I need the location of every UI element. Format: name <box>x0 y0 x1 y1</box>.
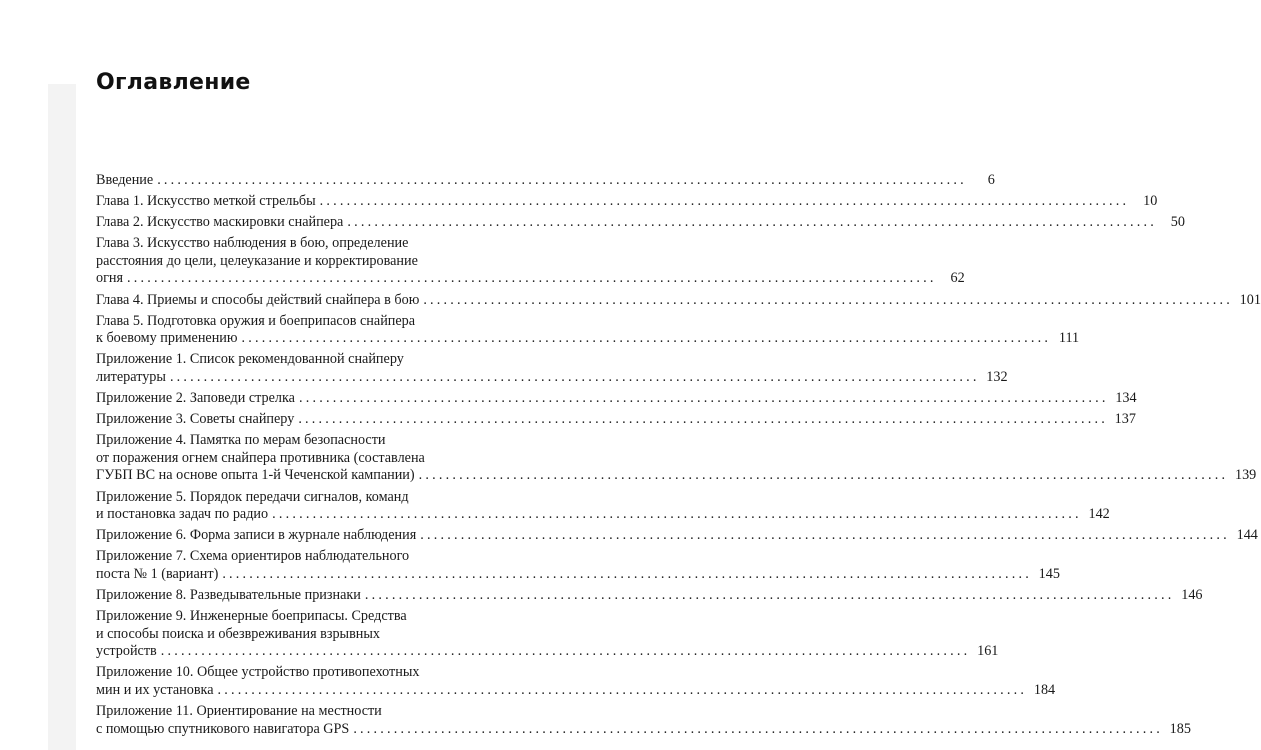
toc-entry[interactable] <box>96 548 1060 583</box>
toc-page-number: 139 <box>1234 467 1257 484</box>
toc-entry-row <box>96 720 1191 739</box>
toc-entry[interactable] <box>96 193 1158 211</box>
toc-entry-text: огня <box>96 270 124 287</box>
toc-entry[interactable] <box>96 312 1080 348</box>
toc-entry-text: Приложение 1. Список рекомендованной снайперу <box>96 351 404 368</box>
table-of-contents <box>96 172 1261 742</box>
toc-page-number: 185 <box>1169 720 1191 737</box>
toc-entry[interactable] <box>96 664 1056 699</box>
page-title: Оглавление <box>96 70 251 95</box>
dot-leader: ........................................................................................................................ <box>418 467 1229 484</box>
toc-page-number: 6 <box>987 172 995 188</box>
dot-leader: ........................................................................................................................ <box>319 193 1130 210</box>
dot-leader: ........................................................................................................................ <box>217 681 1028 698</box>
toc-entry-row <box>96 586 1203 605</box>
toc-entry[interactable] <box>96 586 1203 605</box>
toc-entry-text: литературы <box>96 368 166 385</box>
dot-leader: ........................................................................................................................ <box>157 172 967 188</box>
toc-page-number: 146 <box>1181 586 1203 603</box>
toc-entry-row <box>96 643 999 661</box>
toc-entry[interactable] <box>96 703 1191 738</box>
toc-entry-row <box>96 193 1158 211</box>
toc-entry-text: с помощью спутникового навигатора GPS <box>96 720 350 737</box>
dot-leader: ........................................................................................................................ <box>423 291 1233 308</box>
toc-entry-text: и способы поиска и обезвреживания взрывных <box>96 625 380 642</box>
page-edge-shadow <box>48 84 76 750</box>
toc-entry-text: ГУБП ВС на основе опыта 1-й Чеченской кампании) <box>96 467 415 484</box>
toc-entry-text: Приложение 5. Порядок передачи сигналов, команд <box>96 488 409 505</box>
toc-entry-text: Приложение 11. Ориентирование на местности <box>96 703 382 720</box>
dot-leader: ........................................................................................................................ <box>347 214 1157 231</box>
toc-entry[interactable] <box>96 488 1110 524</box>
toc-entry[interactable] <box>96 527 1258 545</box>
dot-leader: ........................................................................................................................ <box>241 330 1052 347</box>
toc-entry-text: Приложение 4. Памятка по мерам безопасности <box>96 432 386 449</box>
toc-entry-row <box>96 565 1060 584</box>
toc-page-number: 145 <box>1038 565 1060 582</box>
dot-leader: ........................................................................................................................ <box>364 586 1175 603</box>
toc-entry-row <box>96 527 1258 545</box>
toc-entry-text: Приложение 10. Общее устройство противопехотных <box>96 664 420 681</box>
toc-entry[interactable] <box>96 172 995 190</box>
toc-entry-text: Приложение 6. Форма записи в журнале наблюдения <box>96 527 417 544</box>
toc-entry-text: от поражения огнем снайпера противника (составлена <box>96 449 425 466</box>
toc-entry[interactable] <box>96 411 1136 429</box>
toc-entry[interactable] <box>96 291 1261 310</box>
toc-entry-row <box>96 330 1080 348</box>
dot-leader: ........................................................................................................................ <box>272 506 1082 523</box>
toc-entry-row <box>96 368 1008 387</box>
toc-entry-text: Глава 3. Искусство наблюдения в бою, определение <box>96 235 409 252</box>
toc-entry-text: Приложение 7. Схема ориентиров наблюдательного <box>96 548 410 565</box>
toc-entry-row <box>96 270 965 288</box>
toc-entry-text: Приложение 8. Разведывательные признаки <box>96 586 361 603</box>
toc-page-number: 161 <box>977 643 999 660</box>
toc-entry-text: Приложение 9. Инженерные боеприпасы. Средства <box>96 608 407 625</box>
toc-entry-text: Глава 4. Приемы и способы действий снайпера в бою <box>96 291 420 308</box>
toc-entry-text: и постановка задач по радио <box>96 506 269 523</box>
toc-entry-text: поста № 1 (вариант) <box>96 565 219 582</box>
toc-entry-text: Глава 2. Искусство маскировки снайпера <box>96 214 344 231</box>
toc-page-number: 137 <box>1114 411 1136 428</box>
toc-page-number: 101 <box>1239 291 1261 308</box>
toc-page-number: 144 <box>1236 527 1258 544</box>
toc-page-number: 132 <box>986 368 1008 385</box>
dot-leader: ........................................................................................................................ <box>298 411 1108 428</box>
dot-leader: ........................................................................................................................ <box>420 527 1230 544</box>
toc-entry-text: к боевому применению <box>96 330 238 347</box>
toc-entry[interactable] <box>96 432 1257 485</box>
toc-entry-text: мин и их установка <box>96 681 214 698</box>
toc-entry-text: расстояния до цели, целеуказание и корректирование <box>96 252 418 269</box>
toc-entry-row <box>96 506 1110 524</box>
toc-entry[interactable] <box>96 214 1185 232</box>
toc-page-number: 142 <box>1088 506 1110 523</box>
toc-page-number: 134 <box>1115 390 1137 407</box>
toc-entry-text: Приложение 3. Советы снайперу <box>96 411 295 428</box>
dot-leader: ........................................................................................................................ <box>353 720 1163 737</box>
toc-entry[interactable] <box>96 351 1008 386</box>
toc-page-number: 62 <box>950 270 965 287</box>
dot-leader: ........................................................................................................................ <box>127 270 937 287</box>
toc-entry-text: Глава 5. Подготовка оружия и боеприпасов снайпера <box>96 312 416 329</box>
toc-entry-row <box>96 291 1261 310</box>
toc-entry-row <box>96 411 1136 429</box>
toc-page-number: 50 <box>1170 214 1185 231</box>
dot-leader: ........................................................................................................................ <box>298 390 1109 407</box>
toc-entry[interactable] <box>96 390 1137 408</box>
toc-page-number: 184 <box>1033 681 1056 698</box>
toc-page-number: 10 <box>1143 193 1158 210</box>
toc-page-number: 111 <box>1058 330 1080 347</box>
toc-entry[interactable] <box>96 608 999 661</box>
dot-leader: ........................................................................................................................ <box>160 643 971 660</box>
toc-entry-text: устройств <box>96 643 157 660</box>
dot-leader: ........................................................................................................................ <box>169 368 980 385</box>
toc-entry-text: Приложение 2. Заповеди стрелка <box>96 390 295 407</box>
toc-entry-text: Глава 1. Искусство меткой стрельбы <box>96 193 316 210</box>
toc-entry-row <box>96 467 1257 485</box>
toc-entry[interactable] <box>96 235 965 288</box>
toc-entry-text: Введение <box>96 172 154 188</box>
toc-entry-row <box>96 172 995 190</box>
toc-entry-row <box>96 681 1056 700</box>
dot-leader: ........................................................................................................................ <box>222 565 1032 582</box>
toc-entry-row <box>96 214 1185 232</box>
toc-entry-row <box>96 390 1137 408</box>
